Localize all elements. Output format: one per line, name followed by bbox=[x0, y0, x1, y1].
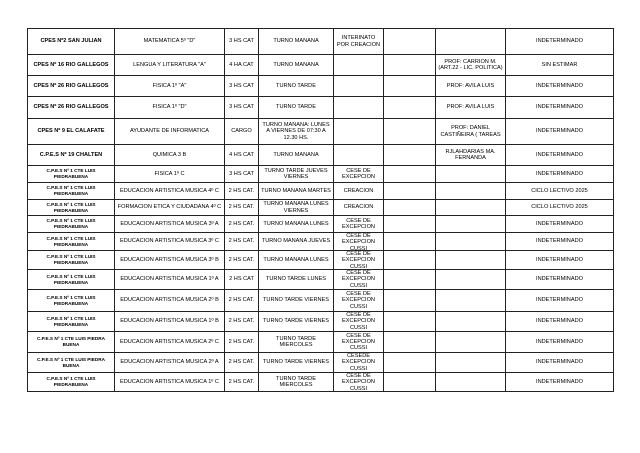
table-row bbox=[28, 183, 614, 200]
schedule-cell bbox=[259, 270, 334, 290]
duration-cell bbox=[506, 290, 614, 312]
condition-text: CESE DE EXCEPCION CUSSI bbox=[342, 291, 375, 310]
subject-cell bbox=[115, 216, 225, 233]
subject-text: QUIMICA 3 B bbox=[152, 151, 187, 158]
schedule-text: TURNO TARDE MIERCOLES bbox=[276, 335, 316, 348]
subject-cell bbox=[115, 183, 225, 200]
schedule-text: TURNO MAÑANA JUEVES bbox=[261, 238, 331, 245]
subject-cell bbox=[115, 97, 225, 119]
school-cell bbox=[28, 200, 115, 216]
duration-text: CICLO LECTIVO 2025 bbox=[531, 187, 588, 194]
schedule-text: TURNO MAÑANA LUNES bbox=[263, 220, 329, 227]
duration-cell bbox=[506, 183, 614, 200]
school-text: C.P.E.S Nº 1 CTE LUIS PIEDRABUENA bbox=[46, 294, 96, 306]
hours-cell bbox=[225, 373, 259, 392]
subject-text: EDUCACION ARTISTICA MUSICA 3º C bbox=[120, 238, 219, 245]
condition-cell bbox=[334, 97, 384, 119]
school-cell bbox=[28, 55, 115, 76]
extra-cell bbox=[384, 119, 436, 145]
teacher-cell bbox=[436, 29, 506, 55]
condition-cell bbox=[334, 353, 384, 373]
condition-cell bbox=[334, 119, 384, 145]
teacher-cell bbox=[436, 373, 506, 392]
hours-text: CARGO bbox=[231, 128, 252, 135]
table-row bbox=[28, 55, 614, 76]
extra-cell bbox=[384, 233, 436, 251]
subject-text: EDUCACION ARTISTICA MUSICA 2º A bbox=[120, 359, 219, 366]
hours-text: 2 HS CAT. bbox=[228, 297, 255, 304]
hours-cell bbox=[225, 312, 259, 332]
hours-text: 3 HS CAT bbox=[229, 82, 254, 89]
subject-cell bbox=[115, 270, 225, 290]
table-row bbox=[28, 353, 614, 373]
school-text: C.P.E.S Nº 19 CHALTEN bbox=[39, 151, 103, 158]
schedule-cell bbox=[259, 251, 334, 270]
extra-cell bbox=[384, 97, 436, 119]
school-cell bbox=[28, 97, 115, 119]
teacher-text: PROF: AVILA LUIS bbox=[446, 104, 495, 111]
school-cell bbox=[28, 353, 115, 373]
schedule-cell bbox=[259, 233, 334, 251]
condition-text: CESE DE EXCEPCION CUSSI bbox=[342, 270, 375, 289]
condition-cell bbox=[334, 76, 384, 97]
schedule-text: TURNO MAÑANA MARTES bbox=[261, 187, 331, 194]
schedule-cell bbox=[259, 29, 334, 55]
table-row bbox=[28, 251, 614, 270]
schedule-text: TURNO MAÑANA LUNES VIERNES bbox=[263, 201, 329, 214]
hours-text: 4 HS CAT bbox=[229, 151, 254, 158]
hours-text: 2 HS CAT. bbox=[228, 318, 255, 325]
duration-text: INDETERMINADO bbox=[536, 38, 583, 45]
table-row bbox=[28, 216, 614, 233]
school-text: CPES Nº 16 RIO GALLEGOS bbox=[33, 61, 109, 68]
duration-cell bbox=[506, 55, 614, 76]
schedule-text: TURNO TARDE VIERNES bbox=[263, 318, 329, 325]
hours-text: 2 HS CAT. bbox=[228, 378, 255, 385]
duration-text: INDETERMINADO bbox=[536, 104, 583, 111]
schedule-text: TURNO MAÑANA: LUNES A VIERNES DE 07:30 A 12.30 HS. bbox=[262, 122, 330, 141]
subject-text: EDUCACION ARTISTICA MUSICA 4º C bbox=[120, 187, 219, 194]
duration-cell bbox=[506, 251, 614, 270]
extra-cell bbox=[384, 270, 436, 290]
duration-cell bbox=[506, 166, 614, 183]
subject-text: FORMACION ETICA Y CIUDADANA 4º C bbox=[117, 204, 222, 211]
schedule-cell bbox=[259, 373, 334, 392]
teacher-text: PROF: CARRION M. (ART.22 - LIC. POLITICA) bbox=[438, 58, 503, 71]
subject-cell bbox=[115, 251, 225, 270]
hours-cell bbox=[225, 251, 259, 270]
extra-cell bbox=[384, 312, 436, 332]
duration-cell bbox=[506, 312, 614, 332]
teacher-cell bbox=[436, 76, 506, 97]
table-row bbox=[28, 200, 614, 216]
extra-cell bbox=[384, 332, 436, 353]
extra-cell bbox=[384, 290, 436, 312]
school-text: C.P.E.S Nº 1 CTE LUIS PIEDRABUENA bbox=[46, 235, 96, 247]
teacher-cell bbox=[436, 216, 506, 233]
school-cell bbox=[28, 332, 115, 353]
school-text: C.P.E.S Nº 1 CTE LUIS PIEDRABUENA bbox=[46, 273, 96, 285]
duration-text: INDETERMINADO bbox=[536, 238, 583, 245]
duration-text: INDETERMINADO bbox=[536, 318, 583, 325]
extra-cell bbox=[384, 183, 436, 200]
schedule-cell bbox=[259, 312, 334, 332]
hours-cell bbox=[225, 270, 259, 290]
school-text: C.P.E.S Nº 1 CTE LUIS PIEDRABUENA bbox=[46, 376, 96, 387]
condition-cell bbox=[334, 145, 384, 166]
schedule-cell bbox=[259, 332, 334, 353]
hours-cell bbox=[225, 166, 259, 183]
duration-cell bbox=[506, 200, 614, 216]
subject-text: EDUCACION ARTISTICA MUSICA 2º C bbox=[120, 338, 219, 345]
duration-cell bbox=[506, 119, 614, 145]
teacher-text: RJLAHDARIAS MA. FERNANDA bbox=[445, 148, 496, 161]
table-row bbox=[28, 233, 614, 251]
hours-cell bbox=[225, 119, 259, 145]
schedule-cell bbox=[259, 353, 334, 373]
condition-text: INTERINATO POR CREACION bbox=[336, 35, 381, 48]
schedule-text: TURNO TARDE bbox=[276, 82, 316, 89]
teacher-text: PROF: DANIEL CASTIÑEIRA ( TAREAS bbox=[440, 125, 501, 138]
table-row bbox=[28, 29, 614, 55]
subject-text: EDUCACION ARTISTICA MUSICA 1º C bbox=[120, 378, 219, 385]
hours-text: 2 HS CAT. bbox=[228, 238, 255, 245]
duration-text: SIN ESTIMAR bbox=[541, 61, 578, 68]
condition-text: CESE DE EXCEPCION CUSSI bbox=[342, 332, 375, 352]
schedule-cell bbox=[259, 166, 334, 183]
duration-cell bbox=[506, 270, 614, 290]
teacher-cell bbox=[436, 353, 506, 373]
table-row bbox=[28, 332, 614, 353]
condition-text: CESE DE EXCEPCION bbox=[342, 217, 375, 230]
hours-text: 2 HS CAT. bbox=[228, 256, 255, 263]
condition-cell bbox=[334, 332, 384, 353]
duration-cell bbox=[506, 373, 614, 392]
teacher-cell bbox=[436, 332, 506, 353]
hours-cell bbox=[225, 200, 259, 216]
subject-cell bbox=[115, 29, 225, 55]
school-text: C.P.E.S Nº 1 CTE LUIS PIEDRABUENA bbox=[46, 201, 96, 213]
school-text: CPES Nº 9 EL CALAFATE bbox=[37, 128, 105, 135]
table-row bbox=[28, 270, 614, 290]
schedule-text: TURNO MAÑANA bbox=[273, 61, 319, 68]
duration-text: INDETERMINADO bbox=[536, 378, 583, 385]
school-cell bbox=[28, 145, 115, 166]
duration-cell bbox=[506, 145, 614, 166]
duration-cell bbox=[506, 233, 614, 251]
schedule-text: TURNO MAÑANA LUNES bbox=[263, 256, 329, 263]
condition-text: CESE DE EXCEPCION CUSSI bbox=[342, 233, 375, 250]
subject-text: EDUCACION ARTISTICA MUSICA 2º B bbox=[120, 297, 219, 304]
teacher-cell bbox=[436, 233, 506, 251]
duration-text: INDETERMINADO bbox=[536, 82, 583, 89]
schedule-text: TURNO MAÑANA bbox=[273, 151, 319, 158]
schedule-text: TURNO TARDE JUEVES VIERNES bbox=[264, 167, 328, 180]
extra-cell bbox=[384, 373, 436, 392]
hours-cell bbox=[225, 145, 259, 166]
subject-cell bbox=[115, 119, 225, 145]
subject-cell bbox=[115, 200, 225, 216]
extra-cell bbox=[384, 29, 436, 55]
duration-cell bbox=[506, 97, 614, 119]
teacher-cell bbox=[436, 55, 506, 76]
school-text: C.P.E.S Nº 1 CTE LUIS PIEDRABUENA bbox=[46, 185, 96, 196]
subject-text: FISICA 1º "D" bbox=[152, 104, 187, 111]
hours-cell bbox=[225, 183, 259, 200]
subject-cell bbox=[115, 145, 225, 166]
school-text: C.P.E.S Nº 1 CTE LUIS PIEDRA BUENA bbox=[36, 356, 106, 368]
condition-text: CREACION bbox=[343, 187, 374, 194]
subject-text: EDUCACION ARTISTICA MUSICA 3º A bbox=[120, 220, 219, 227]
subject-cell bbox=[115, 373, 225, 392]
school-text: C.P.E.S Nº 1 CTE LUIS PIEDRA BUENA bbox=[36, 336, 106, 347]
hours-text: 2 HS CAT. bbox=[228, 204, 255, 211]
school-text: CPES Nº2 SAN JULIAN bbox=[40, 38, 102, 45]
hours-cell bbox=[225, 29, 259, 55]
teacher-cell bbox=[436, 166, 506, 183]
schedule-cell bbox=[259, 119, 334, 145]
teacher-cell bbox=[436, 290, 506, 312]
schedule-cell bbox=[259, 200, 334, 216]
schedule-text: TURNO TARDE VIERNES bbox=[263, 297, 329, 304]
extra-cell bbox=[384, 251, 436, 270]
subject-text: EDUCACION ARTISTICA MUSICA 1º B bbox=[120, 318, 219, 325]
condition-cell bbox=[334, 312, 384, 332]
hours-cell bbox=[225, 332, 259, 353]
condition-cell bbox=[334, 290, 384, 312]
condition-text: CESEDE EXCEPCION CUSSI bbox=[342, 353, 375, 372]
school-text: C.P.E.S Nº 1 CTE LUIS PIEDRABUENA bbox=[46, 315, 96, 327]
condition-text: CESE DE EXCEPCION bbox=[342, 167, 375, 180]
teacher-cell bbox=[436, 119, 506, 145]
duration-text: INDETERMINADO bbox=[536, 276, 583, 283]
school-cell bbox=[28, 216, 115, 233]
table-row bbox=[28, 373, 614, 392]
duration-cell bbox=[506, 353, 614, 373]
teacher-cell bbox=[436, 312, 506, 332]
duration-text: INDETERMINADO bbox=[536, 128, 583, 135]
subject-cell bbox=[115, 290, 225, 312]
extra-cell bbox=[384, 216, 436, 233]
hours-cell bbox=[225, 55, 259, 76]
schedule-cell bbox=[259, 55, 334, 76]
school-cell bbox=[28, 373, 115, 392]
school-text: C.P.E.S Nº 1 CTE LUIS PIEDRABUENA bbox=[46, 168, 96, 179]
subject-cell bbox=[115, 353, 225, 373]
subject-text: FISICA 1º C bbox=[154, 170, 185, 177]
schedule-text: TURNO TARDE MIERCOLES bbox=[276, 375, 316, 388]
teacher-cell bbox=[436, 270, 506, 290]
schedule-text: TURNO TARDE VIERNES bbox=[263, 359, 329, 366]
hours-cell bbox=[225, 290, 259, 312]
subject-cell bbox=[115, 233, 225, 251]
extra-cell bbox=[384, 166, 436, 183]
subject-text: EDUCACION ARTISTICA MUSICA 1º A bbox=[120, 276, 219, 283]
school-cell bbox=[28, 29, 115, 55]
subject-cell bbox=[115, 55, 225, 76]
duration-text: CICLO LECTIVO 2025 bbox=[531, 204, 588, 211]
condition-cell bbox=[334, 29, 384, 55]
duration-cell bbox=[506, 216, 614, 233]
school-cell bbox=[28, 290, 115, 312]
duration-cell bbox=[506, 76, 614, 97]
hours-cell bbox=[225, 97, 259, 119]
school-cell bbox=[28, 251, 115, 270]
school-cell bbox=[28, 270, 115, 290]
table-row bbox=[28, 290, 614, 312]
condition-cell bbox=[334, 233, 384, 251]
table-row bbox=[28, 145, 614, 166]
table-row bbox=[28, 312, 614, 332]
subject-cell bbox=[115, 332, 225, 353]
hours-cell bbox=[225, 76, 259, 97]
teacher-cell bbox=[436, 183, 506, 200]
subject-cell bbox=[115, 166, 225, 183]
subject-text: EDUCACION ARTISTICA MUSICA 3º B bbox=[120, 256, 219, 263]
extra-cell bbox=[384, 353, 436, 373]
extra-cell bbox=[384, 76, 436, 97]
schedule-cell bbox=[259, 145, 334, 166]
condition-cell bbox=[334, 216, 384, 233]
table-row bbox=[28, 76, 614, 97]
teacher-cell bbox=[436, 97, 506, 119]
condition-cell bbox=[334, 183, 384, 200]
condition-cell bbox=[334, 270, 384, 290]
duration-text: INDETERMINADO bbox=[536, 256, 583, 263]
hours-text: 2 HS CAT. bbox=[228, 359, 255, 366]
teacher-cell bbox=[436, 251, 506, 270]
schedule-text: TURNO MAÑANA bbox=[273, 38, 319, 45]
school-text: CPES Nº 26 RIO GALLEGOS bbox=[33, 104, 109, 111]
extra-cell bbox=[384, 55, 436, 76]
school-cell bbox=[28, 166, 115, 183]
duration-text: INDETERMINADO bbox=[536, 359, 583, 366]
school-cell bbox=[28, 183, 115, 200]
schedule-text: TURNO TARDE bbox=[276, 104, 316, 111]
hours-cell bbox=[225, 216, 259, 233]
subject-text: MATEMATICA 5º "D" bbox=[143, 38, 196, 45]
table-row bbox=[28, 97, 614, 119]
duration-cell bbox=[506, 29, 614, 55]
schedule-cell bbox=[259, 290, 334, 312]
vacancy-table bbox=[27, 28, 614, 392]
duration-cell bbox=[506, 332, 614, 353]
duration-text: INDETERMINADO bbox=[536, 220, 583, 227]
extra-cell bbox=[384, 200, 436, 216]
subject-text: AYUDANTE DE INFORMATICA bbox=[129, 128, 210, 135]
hours-text: 2 HS CAT. bbox=[228, 338, 255, 345]
extra-cell bbox=[384, 145, 436, 166]
school-cell bbox=[28, 76, 115, 97]
schedule-cell bbox=[259, 183, 334, 200]
duration-text: INDETERMINADO bbox=[536, 338, 583, 345]
hours-text: 2 HS CAT bbox=[229, 276, 254, 283]
teacher-cell bbox=[436, 145, 506, 166]
hours-text: 3 HS CAT bbox=[229, 170, 254, 177]
hours-text: 2 HS CAT. bbox=[228, 220, 255, 227]
hours-cell bbox=[225, 353, 259, 373]
duration-text: INDETERMINADO bbox=[536, 151, 583, 158]
teacher-cell bbox=[436, 200, 506, 216]
school-text: CPES Nº 26 RIO GALLEGOS bbox=[33, 82, 109, 89]
schedule-text: TURNO TARDE LUNES bbox=[265, 276, 327, 283]
school-text: C.P.E.S Nº 1 CTE LUIS PIEDRABUENA bbox=[46, 254, 96, 265]
subject-text: LENGUA Y LITERATURA "A" bbox=[133, 61, 206, 68]
schedule-cell bbox=[259, 216, 334, 233]
hours-text: 4 HA CAT bbox=[229, 61, 254, 68]
school-cell bbox=[28, 119, 115, 145]
condition-text: CESE DE EXCEPCION CUSSI bbox=[342, 312, 375, 331]
condition-cell bbox=[334, 55, 384, 76]
subject-text: FISICA 1º "A" bbox=[152, 82, 187, 89]
condition-text: CESE DE EXCEPCION CUSSI bbox=[342, 373, 375, 391]
schedule-cell bbox=[259, 97, 334, 119]
hours-text: 3 HS CAT bbox=[229, 104, 254, 111]
subject-cell bbox=[115, 312, 225, 332]
hours-text: 2 HS CAT. bbox=[228, 187, 255, 194]
condition-cell bbox=[334, 200, 384, 216]
condition-cell bbox=[334, 251, 384, 270]
table-row bbox=[28, 166, 614, 183]
subject-cell bbox=[115, 76, 225, 97]
hours-cell bbox=[225, 233, 259, 251]
condition-text: CREACION bbox=[343, 204, 374, 211]
school-cell bbox=[28, 233, 115, 251]
teacher-text: PROF: AVILA LUIS bbox=[446, 82, 495, 89]
school-cell bbox=[28, 312, 115, 332]
school-text: C.P.E.S Nº 1 CTE LUIS PIEDRABUENA bbox=[46, 218, 96, 229]
duration-text: INDETERMINADO bbox=[536, 297, 583, 304]
schedule-cell bbox=[259, 76, 334, 97]
condition-cell bbox=[334, 373, 384, 392]
hours-text: 3 HS CAT bbox=[229, 38, 254, 45]
condition-text: CESE DE EXCEPCION CUSSI bbox=[342, 251, 375, 269]
condition-cell bbox=[334, 166, 384, 183]
table-row bbox=[28, 119, 614, 145]
duration-text: INDETERMINADO bbox=[536, 170, 583, 177]
